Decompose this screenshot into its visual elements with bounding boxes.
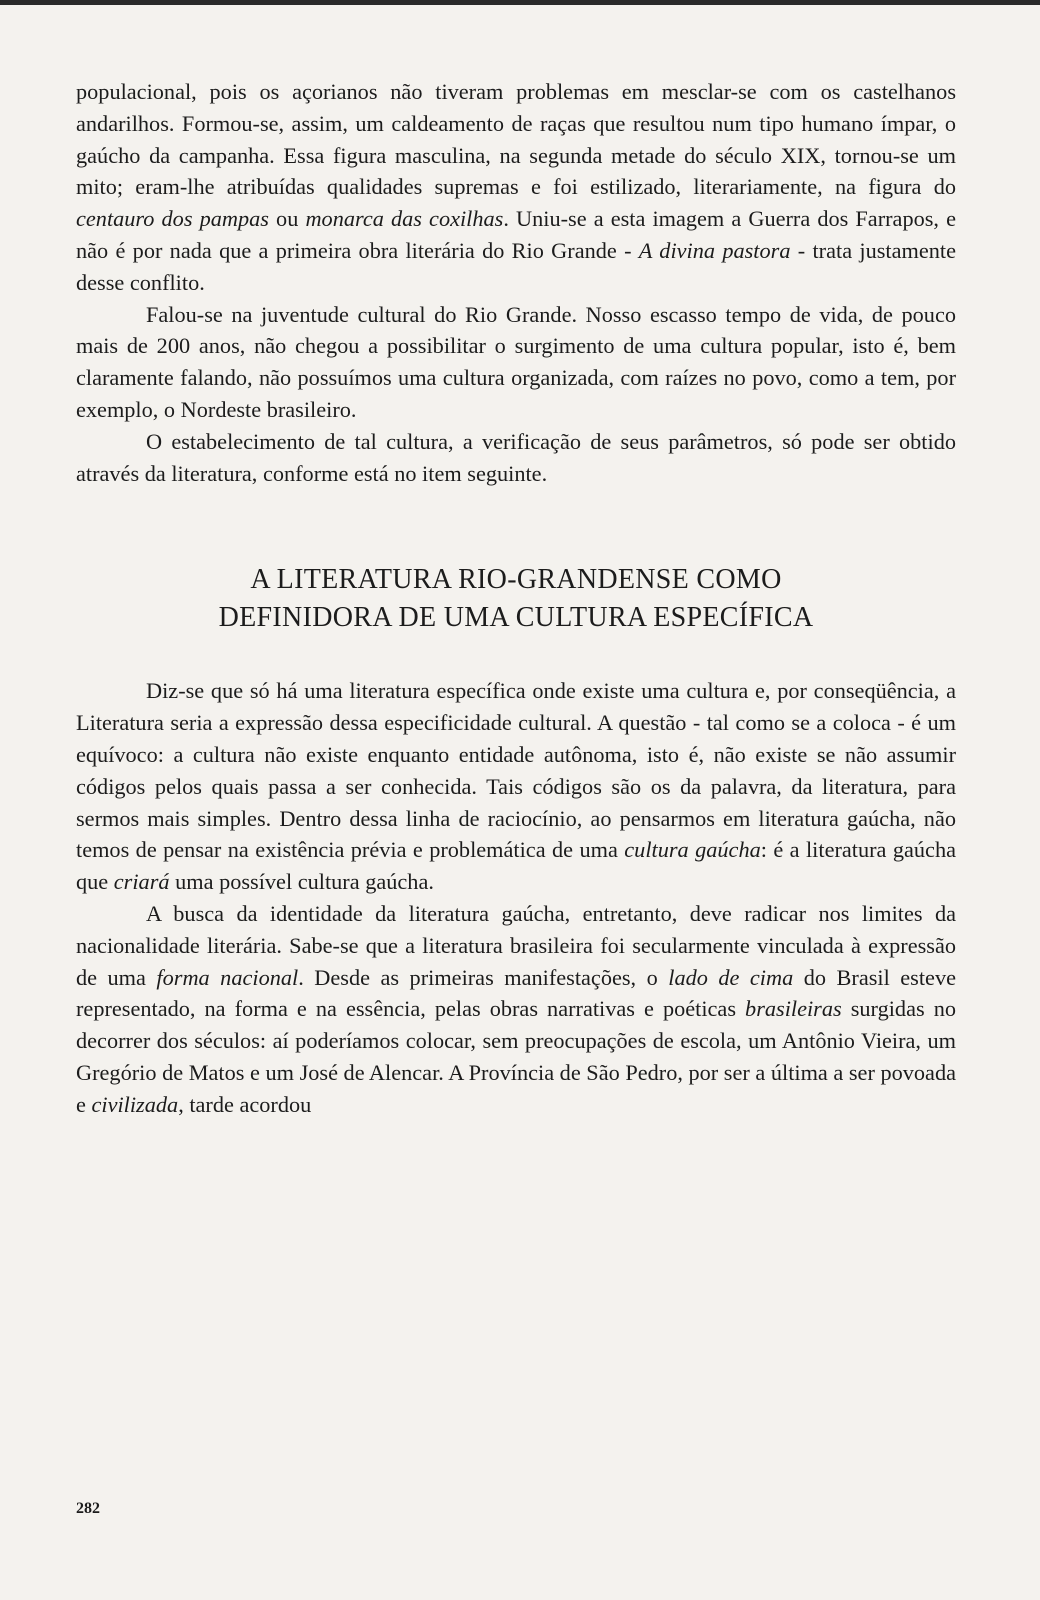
text-segment: Diz-se que só há uma literatura específica onde existe uma cultura e, por conseqüência, a Literatura seria a expressão dessa especificidade cultural. A questão - tal como se a coloca - é um equívoco: a cultura não existe enquanto entidade autônoma, isto é, não existe se não assumir códigos pelos quais passa a ser conhecida. Tais códigos são os da palavra, da literatura, para sermos mais simples. Dentro dessa linha de raciocínio, ao pensarmos em literatura gaúcha, não temos de pensar na existência prévia e problemática de uma: [76, 678, 956, 863]
text-segment: , tarde acordou: [178, 1091, 312, 1117]
italic-text: civilizada: [91, 1091, 179, 1117]
text-segment: . Desde as primeiras manifestações, o: [298, 964, 669, 990]
paragraph-3: O estabelecimento de tal cultura, a verificação de seus parâmetros, só pode ser obtido através da literatura, conforme está no item seguinte.: [76, 428, 956, 486]
italic-text: cultura gaúcha: [624, 837, 761, 863]
page-number: 282: [76, 1500, 100, 1517]
text-segment: - trata justamente desse conflito.: [76, 237, 956, 295]
paragraph-4: [76, 675, 956, 898]
italic-text: lado de cima: [668, 964, 794, 990]
italic-text: forma nacional: [156, 964, 299, 990]
top-border: [0, 0, 1040, 5]
section-heading: [76, 561, 956, 637]
text-segment: populacional, pois os açorianos não tiveram problemas em mesclar-se com os castelhanos andarilhos. Formou-se, assim, um caldeamento de raças que resultou num tipo humano ímpar, o gaúcho da campanha. Essa figura masculina, na segunda metade do século XIX, tornou-se um mito; eram-lhe atribuídas qualidades supremas e foi estilizado, literariamente, na figura do: [76, 79, 956, 200]
text-segment: uma possível cultura gaúcha.: [169, 869, 434, 895]
section-heading-line-1: A LITERATURA RIO-GRANDENSE COMO: [250, 564, 782, 596]
text-segment: surgidas no decorrer dos séculos: aí poderíamos colocar, sem preocupações de escola, um Antônio Vieira, um Gregório de Matos e um José de Alencar. A Província de São Pedro, por ser a última a ser povoada e: [76, 996, 956, 1117]
text-segment: . Uniu-se a esta imagem a Guerra dos Farrapos, e não é por nada que a primeira obra literária do Rio Grande -: [76, 206, 956, 263]
text-segment: : é a literatura gaúcha que: [76, 837, 957, 895]
italic-text: criará: [113, 869, 170, 895]
paragraph-1: [76, 76, 956, 299]
page-body: [76, 76, 956, 1121]
text-segment: ou: [268, 206, 306, 232]
paragraph-2: Falou-se na juventude cultural do Rio Grande. Nosso escasso tempo de vida, de pouco mais de 200 anos, não chegou a possibilitar o surgimento de uma cultura popular, isto é, bem claramente falando, não possuímos uma cultura organizada, com raízes no povo, como a tem, por exemplo, o Nordeste brasileiro.: [76, 301, 956, 422]
text-segment: do Brasil esteve representado, na forma e na essência, pelas obras narrativas e poéticas: [76, 964, 957, 1022]
italic-text: monarca das coxilhas: [305, 206, 504, 232]
italic-text: centauro dos pampas: [76, 206, 269, 232]
paragraph-5: [76, 898, 956, 1121]
text-segment: A busca da identidade da literatura gaúcha, entretanto, deve radicar nos limites da nacionalidade literária. Sabe-se que a literatura brasileira foi secularmente vinculada à expressão de uma: [76, 900, 956, 990]
italic-text: A divina pastora: [638, 237, 791, 263]
italic-text: brasileiras: [745, 996, 842, 1022]
section-heading-line-2: DEFINIDORA DE UMA CULTURA ESPECÍFICA: [218, 602, 814, 634]
